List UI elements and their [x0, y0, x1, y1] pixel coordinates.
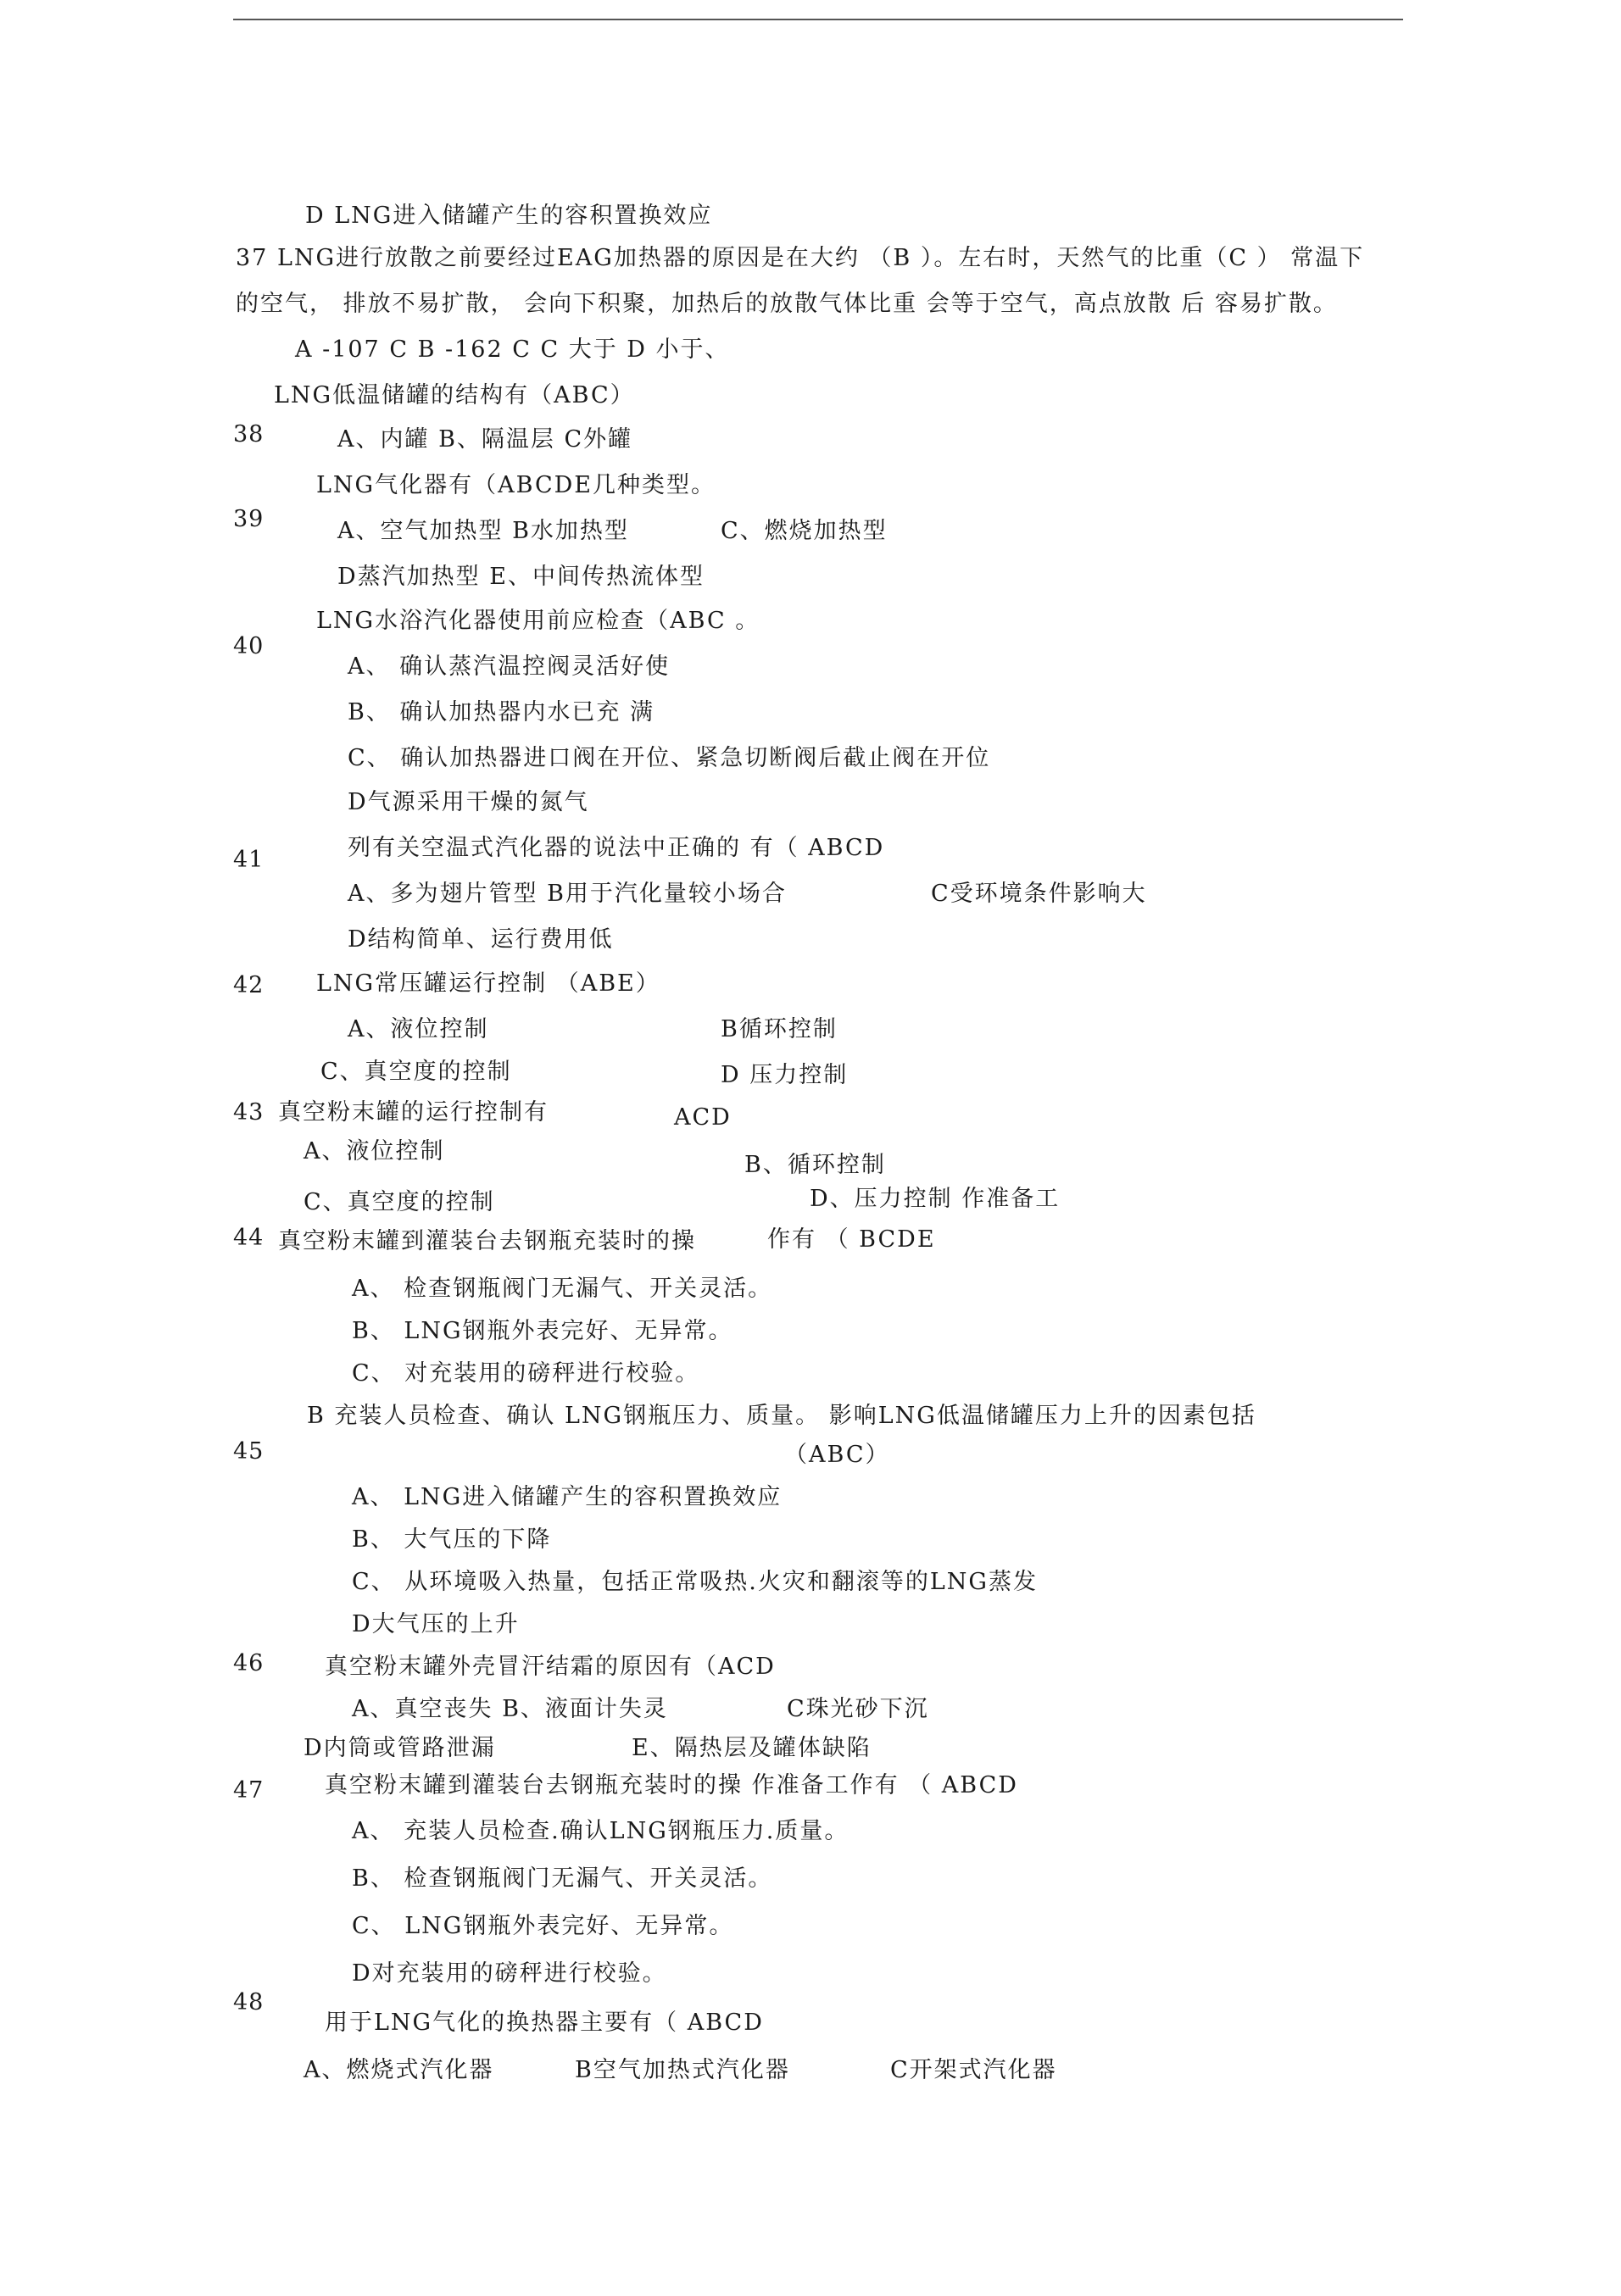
question-number: 45: [233, 1438, 265, 1465]
text-line: （ABC）: [784, 1442, 890, 1468]
question-number: 42: [233, 972, 265, 998]
text-line: E、隔热层及罐体缺陷: [632, 1735, 872, 1761]
text-line: A、多为翅片管型 B用于汽化量较小场合: [348, 881, 787, 907]
text-line: A、 LNG进入储罐产生的容积置换效应: [352, 1484, 783, 1510]
text-line: C、 对充装用的磅秤进行校验。: [352, 1360, 700, 1387]
question-number: 47: [233, 1777, 265, 1804]
text-line: C、 从环境吸入热量，包括正常吸热.火灾和翻滚等的LNG蒸发: [352, 1569, 1038, 1595]
text-line: B、 检查钢瓶阀门无漏气、开关灵活。: [352, 1865, 773, 1892]
text-line: 用于LNG气化的换热器主要有（ ABCD: [325, 2010, 764, 2036]
text-line: C开架式汽化器: [890, 2057, 1057, 2083]
text-line: C、 确认加热器进口阀在开位、紧急切断阀后截止阀在开位: [348, 745, 991, 771]
question-number: 48: [233, 1989, 265, 2015]
text-line: C、真空度的控制: [320, 1059, 512, 1085]
text-line: A、液位控制: [348, 1016, 489, 1042]
question-number: 39: [233, 506, 265, 532]
text-line: C受环境条件影响大: [931, 881, 1147, 907]
text-line: D蒸汽加热型 E、中间传热流体型: [337, 564, 705, 590]
text-line: C珠光砂下沉: [787, 1696, 929, 1722]
text-line: LNG低温储罐的结构有（ABC）: [274, 382, 635, 409]
text-line: A、燃烧式汽化器: [304, 2057, 494, 2083]
text-line: 作有 （ BCDE: [767, 1226, 936, 1253]
text-line: D LNG进入储罐产生的容积置换效应: [305, 203, 713, 229]
text-line: D对充装用的磅秤进行校验。: [352, 1960, 667, 1987]
text-line: C、 LNG钢瓶外表完好、无异常。: [352, 1913, 734, 1939]
text-line: A、 检查钢瓶阀门无漏气、开关灵活。: [352, 1276, 773, 1302]
text-line: D、压力控制 作准备工: [810, 1186, 1061, 1212]
text-line: B 充装人员检查、确认 LNG钢瓶压力、质量。 影响LNG低温储罐压力上升的因素包括: [307, 1403, 1256, 1429]
text-line: A、真空丧失 B、液面计失灵: [352, 1696, 668, 1722]
text-line: B、 确认加热器内水已充 满: [348, 699, 655, 725]
question-number: 46: [233, 1650, 265, 1676]
text-line: ACD: [674, 1104, 732, 1131]
text-line: 的空气， 排放不易扩散， 会向下积聚，加热后的放散气体比重 会等于空气，高点放散 后 容易扩散。: [236, 291, 1338, 317]
text-line: D 压力控制: [721, 1062, 849, 1088]
question-number: 40: [233, 633, 265, 659]
text-line: A、空气加热型 B水加热型: [337, 518, 629, 544]
text-line: D大气压的上升: [352, 1611, 520, 1637]
text-line: 真空粉末罐的运行控制有: [278, 1099, 549, 1126]
text-line: B空气加热式汽化器: [575, 2057, 790, 2083]
text-line: 真空粉末罐外壳冒汗结霜的原因有（ACD: [325, 1654, 776, 1680]
question-number: 41: [233, 847, 265, 873]
text-line: A、 充装人员检查.确认LNG钢瓶压力.质量。: [352, 1818, 849, 1844]
text-line: B循环控制: [721, 1016, 838, 1042]
text-line: B、 大气压的下降: [352, 1526, 552, 1553]
text-line: 真空粉末罐到灌装台去钢瓶充装时的操 作准备工作有 （ ABCD: [325, 1772, 1018, 1798]
text-line: B、 LNG钢瓶外表完好、无异常。: [352, 1318, 733, 1344]
text-line: LNG水浴汽化器使用前应检查（ABC 。: [316, 608, 760, 634]
question-number: 38: [233, 421, 265, 448]
text-line: D内筒或管路泄漏: [304, 1735, 496, 1761]
text-line: D气源采用干燥的氮气: [348, 789, 589, 815]
text-line: A、 确认蒸汽温控阀灵活好使: [348, 653, 671, 680]
header-rule: [233, 19, 1403, 20]
text-line: 真空粉末罐到灌装台去钢瓶充装时的操: [278, 1228, 696, 1254]
text-line: C、燃烧加热型: [721, 518, 888, 544]
text-line: 37 LNG进行放散之前要经过EAG加热器的原因是在大约 （B ）。左右时，天然气的比重（C ） 常温下: [236, 245, 1365, 271]
text-line: A -107 C B -162 C C 大于 D 小于、: [295, 336, 730, 363]
text-line: D结构简单、运行费用低: [348, 926, 614, 953]
text-line: A、液位控制: [304, 1138, 445, 1165]
text-line: A、内罐 B、隔温层 C外罐: [337, 426, 633, 453]
question-number: 43: [233, 1099, 265, 1126]
text-line: C、真空度的控制: [304, 1189, 495, 1215]
text-line: 列有关空温式汽化器的说法中正确的 有（ ABCD: [348, 835, 885, 861]
question-number: 44: [233, 1225, 265, 1251]
text-line: LNG常压罐运行控制 （ABE）: [316, 970, 660, 997]
text-line: B、循环控制: [744, 1152, 886, 1178]
text-line: LNG气化器有（ABCDE几种类型。: [316, 472, 716, 498]
